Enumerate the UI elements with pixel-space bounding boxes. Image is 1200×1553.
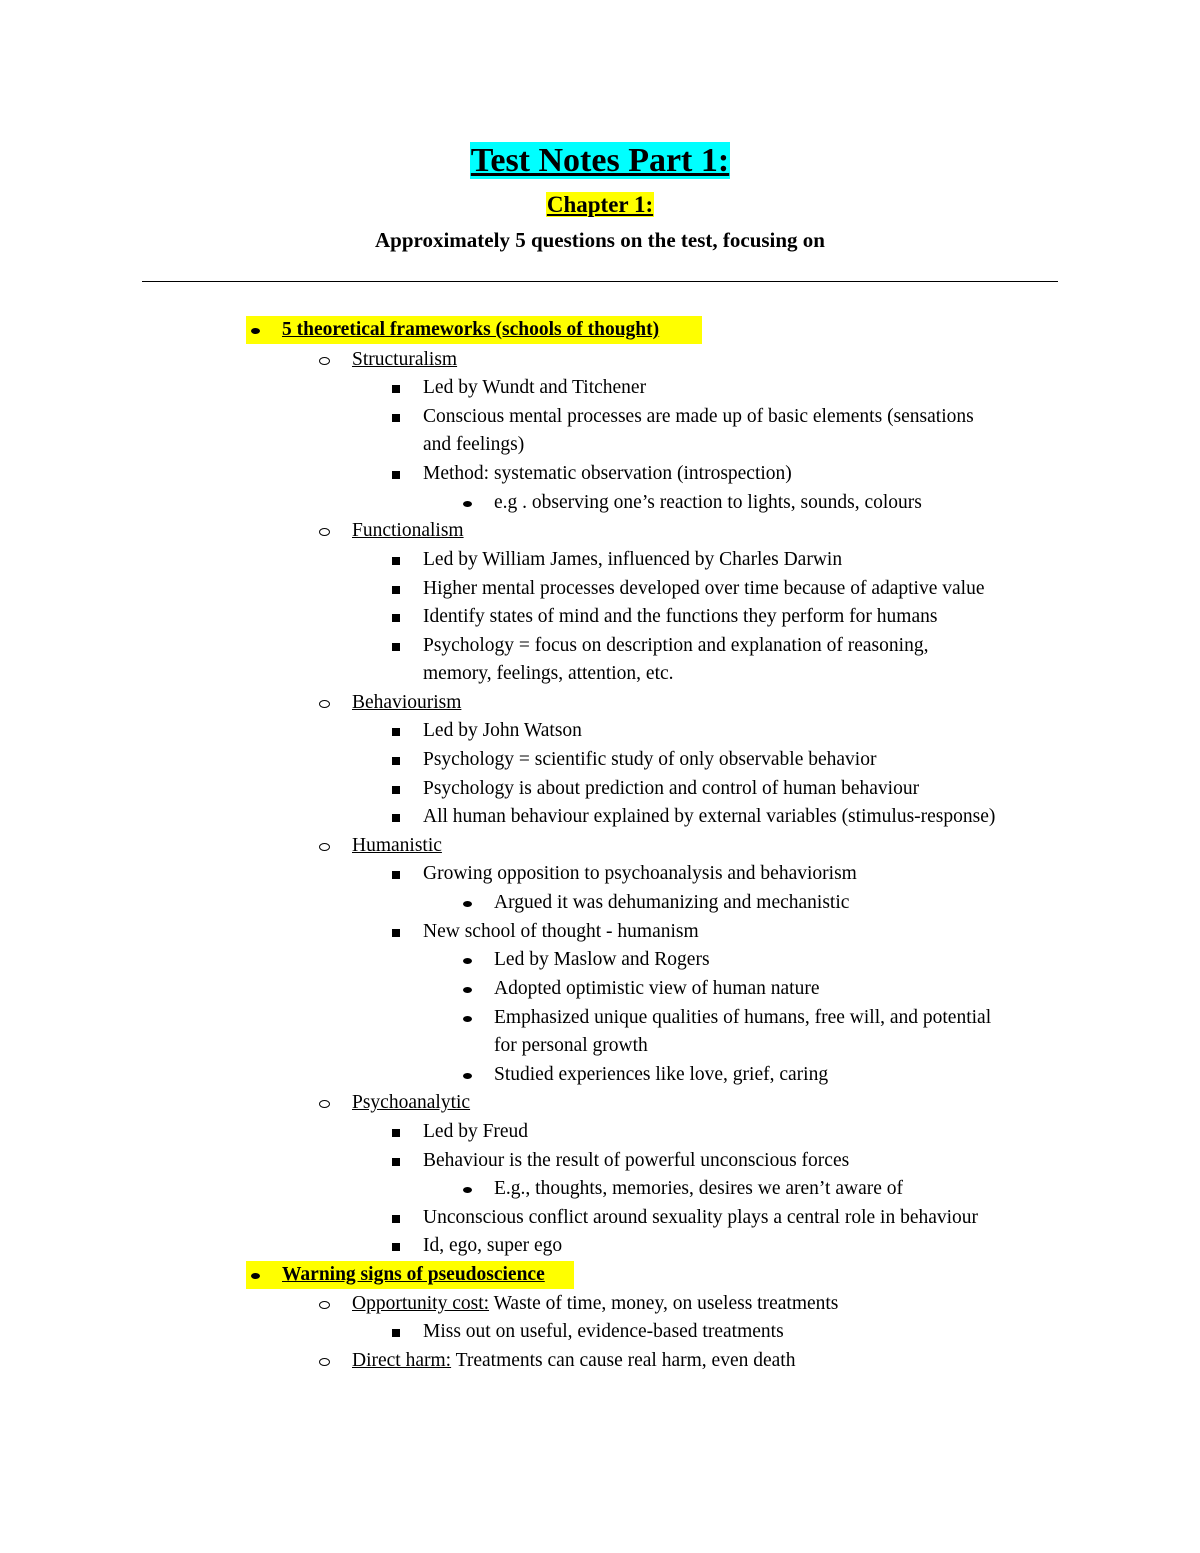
bullet-square-icon — [386, 1147, 406, 1175]
horizontal-rule — [142, 281, 1058, 282]
list-item — [352, 1347, 795, 1375]
bullet-dot-icon — [245, 1261, 265, 1289]
bullet-circle-icon — [314, 1347, 334, 1375]
list-item: Method: systematic observation (introspection) — [423, 463, 792, 484]
list-item: Higher mental processes developed over time because of adaptive value — [423, 578, 985, 599]
bullet-square-icon — [386, 632, 406, 660]
list-item-continuation: memory, feelings, attention, etc. — [423, 663, 674, 684]
bullet-square-icon — [386, 374, 406, 402]
opportunity-cost-label: Opportunity cost: — [352, 1293, 490, 1314]
bullet-dot-icon — [457, 889, 477, 917]
list-subitem: Studied experiences like love, grief, caring — [494, 1064, 829, 1085]
section-heading-frameworks: 5 theoretical frameworks (schools of thought) — [282, 316, 659, 344]
bullet-dot-icon — [457, 1004, 477, 1032]
school-heading-psychoanalytic: Psychoanalytic — [352, 1092, 471, 1113]
bullet-dot-icon — [457, 1061, 477, 1089]
list-subitem: Adopted optimistic view of human nature — [494, 978, 820, 999]
list-subitem: Led by Maslow and Rogers — [494, 949, 710, 970]
chapter-subtitle: Approximately 5 questions on the test, focusing on — [375, 228, 825, 252]
bullet-square-icon — [386, 460, 406, 488]
bullet-square-icon — [386, 1118, 406, 1146]
list-item: Led by Freud — [423, 1121, 529, 1142]
direct-harm-text: Treatments can cause real harm, even death — [451, 1350, 796, 1371]
bullet-circle-icon — [314, 1290, 334, 1318]
list-item: Led by John Watson — [423, 720, 582, 741]
list-subitem: Argued it was dehumanizing and mechanistic — [494, 892, 850, 913]
bullet-circle-icon — [314, 832, 334, 860]
bullet-dot-icon — [457, 946, 477, 974]
list-subitem: e.g . observing one’s reaction to lights, sounds, colours — [494, 492, 922, 513]
list-subitem: E.g., thoughts, memories, desires we aren’t aware of — [494, 1178, 904, 1199]
bullet-circle-icon — [314, 517, 334, 545]
bullet-square-icon — [386, 1232, 406, 1260]
bullet-square-icon — [386, 546, 406, 574]
list-item: All human behaviour explained by external variables (stimulus-response) — [423, 806, 996, 827]
direct-harm-label: Direct harm: — [352, 1350, 452, 1371]
list-item: Led by William James, influenced by Charles Darwin — [423, 549, 843, 570]
list-item: Psychology = focus on description and explanation of reasoning, — [423, 635, 929, 656]
list-item: Unconscious conflict around sexuality plays a central role in behaviour — [423, 1207, 979, 1228]
list-item: New school of thought - humanism — [423, 921, 699, 942]
list-item: Psychology is about prediction and control of human behaviour — [423, 778, 920, 799]
chapter-heading: Chapter 1: — [546, 192, 654, 217]
opportunity-cost-text: Waste of time, money, on useless treatments — [489, 1293, 839, 1314]
list-subitem: Emphasized unique qualities of humans, free will, and potential — [494, 1007, 992, 1028]
bullet-dot-icon — [245, 316, 265, 344]
school-heading-functionalism: Functionalism — [352, 520, 464, 541]
list-item: Growing opposition to psychoanalysis and behaviorism — [423, 863, 857, 884]
bullet-square-icon — [386, 775, 406, 803]
list-item: Psychology = scientific study of only observable behavior — [423, 749, 877, 770]
bullet-square-icon — [386, 717, 406, 745]
bullet-square-icon — [386, 403, 406, 431]
document-title: Test Notes Part 1: — [470, 142, 730, 179]
list-item: Behaviour is the result of powerful unconscious forces — [423, 1150, 850, 1171]
bullet-square-icon — [386, 603, 406, 631]
school-heading-humanistic: Humanistic — [352, 835, 442, 856]
bullet-circle-icon — [314, 1089, 334, 1117]
school-heading-behaviourism: Behaviourism — [352, 692, 462, 713]
list-item: Conscious mental processes are made up of basic elements (sensations — [423, 406, 974, 427]
bullet-square-icon — [386, 1318, 406, 1346]
bullet-square-icon — [386, 1204, 406, 1232]
list-item: Led by Wundt and Titchener — [423, 377, 647, 398]
bullet-circle-icon — [314, 689, 334, 717]
bullet-square-icon — [386, 918, 406, 946]
bullet-circle-icon — [314, 346, 334, 374]
bullet-dot-icon — [457, 975, 477, 1003]
list-subitem-continuation: for personal growth — [494, 1035, 648, 1056]
list-item — [352, 1290, 838, 1318]
list-item: Id, ego, super ego — [423, 1235, 563, 1256]
list-item: Identify states of mind and the functions they perform for humans — [423, 606, 938, 627]
bullet-dot-icon — [457, 1175, 477, 1203]
bullet-square-icon — [386, 860, 406, 888]
list-item: Miss out on useful, evidence-based treatments — [423, 1321, 784, 1342]
section-heading-pseudoscience: Warning signs of pseudoscience — [282, 1261, 545, 1289]
bullet-square-icon — [386, 803, 406, 831]
bullet-square-icon — [386, 746, 406, 774]
bullet-dot-icon — [457, 489, 477, 517]
school-heading-structuralism: Structuralism — [352, 349, 458, 370]
list-item-continuation: and feelings) — [423, 434, 525, 455]
bullet-square-icon — [386, 575, 406, 603]
